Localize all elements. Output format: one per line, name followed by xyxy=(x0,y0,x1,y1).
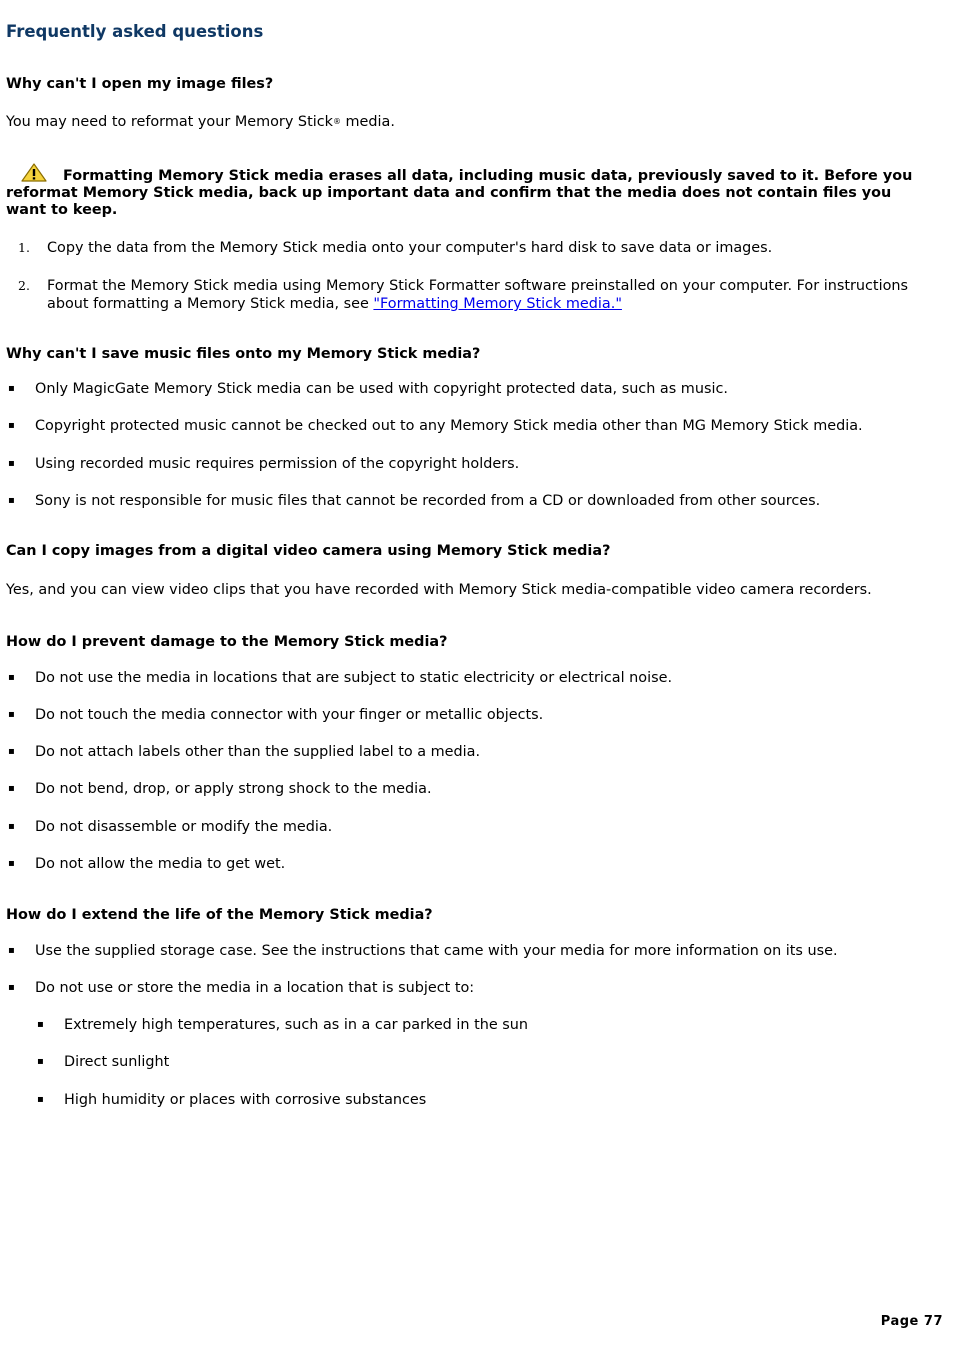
list-item: Do not disassemble or modify the media. xyxy=(35,819,333,835)
list-item: Use the supplied storage case. See the instructions that came with your media for more information on its use. xyxy=(35,943,838,959)
list-item: Sony is not responsible for music files that cannot be recorded from a CD or downloaded from other sources. xyxy=(35,493,821,509)
step-number: 2. xyxy=(18,278,30,293)
formatting-memory-stick-link[interactable]: "Formatting Memory Stick media." xyxy=(373,296,622,312)
answer-text: You may need to reformat your Memory Stick® media. xyxy=(6,114,395,130)
list-item: Do not touch the media connector with your finger or metallic objects. xyxy=(35,707,544,723)
registered-mark: ® xyxy=(332,117,341,126)
page-number: Page 77 xyxy=(880,1314,943,1329)
list-item: Do not attach labels other than the supplied label to a media. xyxy=(35,744,481,760)
sub-list-item: Direct sunlight xyxy=(64,1054,170,1070)
list-item: Only MagicGate Memory Stick media can be used with copyright protected data, such as music. xyxy=(35,381,728,397)
question-heading: Why can't I open my image files? xyxy=(6,76,274,92)
question-heading: Why can't I save music files onto my Memory Stick media? xyxy=(6,346,481,362)
page-title: Frequently asked questions xyxy=(6,22,264,41)
warning-icon xyxy=(20,163,48,182)
list-item: Do not use the media in locations that are subject to static electricity or electrical noise. xyxy=(35,670,673,686)
bullet-icon: ▪ xyxy=(8,709,15,720)
question-heading: How do I prevent damage to the Memory Stick media? xyxy=(6,634,448,650)
sub-list-item: Extremely high temperatures, such as in a car parked in the sun xyxy=(64,1017,529,1033)
list-item: Do not bend, drop, or apply strong shock to the media. xyxy=(35,781,432,797)
bullet-icon: ▪ xyxy=(37,1019,44,1030)
warning-text: Formatting Memory Stick media erases all data, including music data, previously saved to it. Before you reformat Memory Stick media, back up important data and confirm that the media does not contain files you want to keep. xyxy=(6,168,913,218)
bullet-icon: ▪ xyxy=(8,746,15,757)
answer-text: Yes, and you can view video clips that you have recorded with Memory Stick media-compatible video camera recorders. xyxy=(6,582,872,598)
warning-note xyxy=(6,163,936,219)
list-item: Do not allow the media to get wet. xyxy=(35,856,286,872)
bullet-icon: ▪ xyxy=(8,458,15,469)
step-text: Format the Memory Stick media using Memory Stick Formatter software preinstalled on your computer. For instructions about formatting a Memory Stick media, see "Formatting Memory Stick media." xyxy=(47,278,908,312)
list-item: Copyright protected music cannot be checked out to any Memory Stick media other than MG Memory Stick media. xyxy=(35,418,863,434)
bullet-icon: ▪ xyxy=(8,672,15,683)
list-item: Do not use or store the media in a location that is subject to: xyxy=(35,980,475,996)
step-text: Copy the data from the Memory Stick media onto your computer's hard disk to save data or images. xyxy=(47,240,773,256)
question-heading: How do I extend the life of the Memory Stick media? xyxy=(6,907,433,923)
bullet-icon: ▪ xyxy=(8,982,15,993)
step-number: 1. xyxy=(18,240,30,255)
bullet-icon: ▪ xyxy=(8,420,15,431)
bullet-icon: ▪ xyxy=(8,821,15,832)
bullet-icon: ▪ xyxy=(37,1056,44,1067)
bullet-icon: ▪ xyxy=(8,945,15,956)
list-item: Using recorded music requires permission of the copyright holders. xyxy=(35,456,520,472)
question-heading: Can I copy images from a digital video camera using Memory Stick media? xyxy=(6,543,611,559)
bullet-icon: ▪ xyxy=(8,495,15,506)
sub-list-item: High humidity or places with corrosive substances xyxy=(64,1092,427,1108)
bullet-icon: ▪ xyxy=(8,858,15,869)
bullet-icon: ▪ xyxy=(37,1094,44,1105)
bullet-icon: ▪ xyxy=(8,783,15,794)
bullet-icon: ▪ xyxy=(8,383,15,394)
